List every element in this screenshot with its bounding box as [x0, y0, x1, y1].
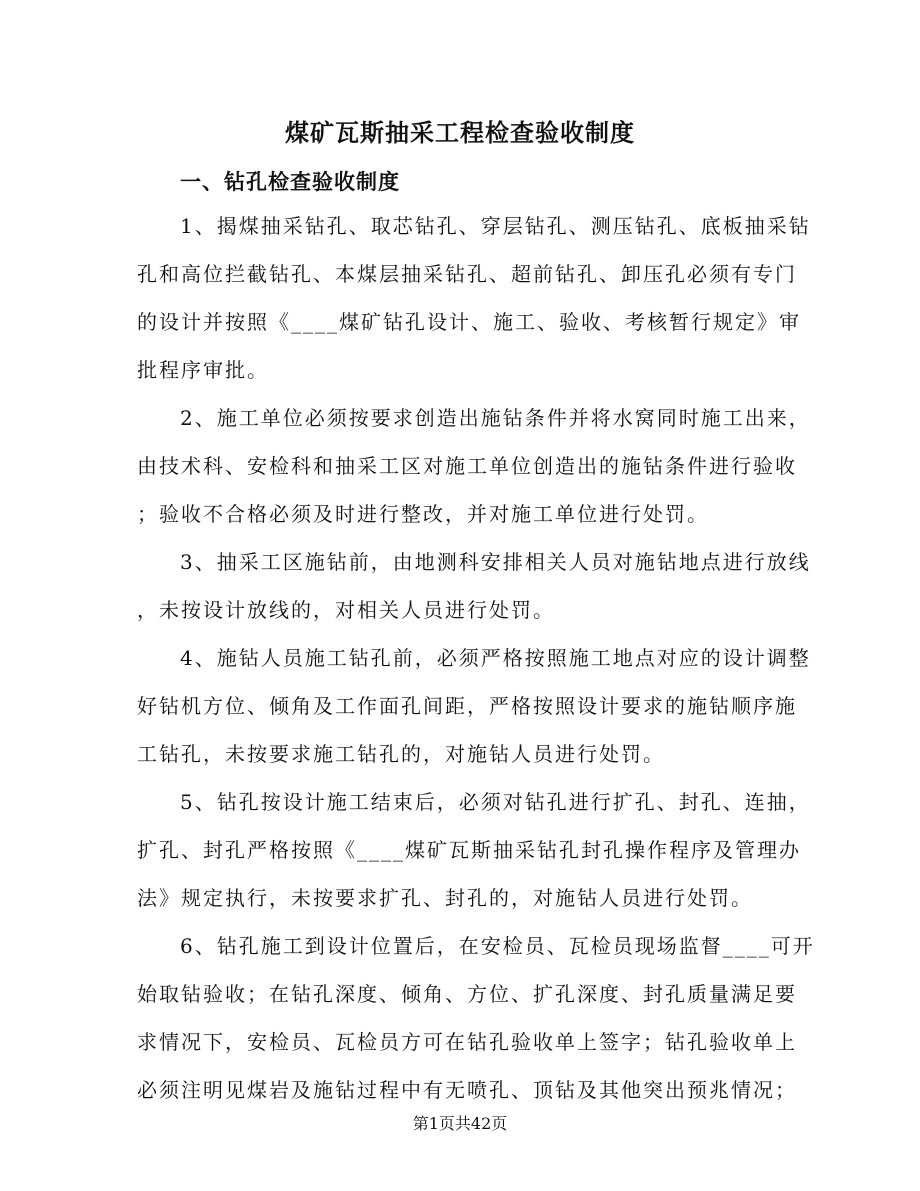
paragraph-line: 求情况下，安检员、瓦检员方可在钻孔验收单上签字；钻孔验收单上 — [137, 1030, 797, 1054]
paragraph-line: 由技术科、安检科和抽采工区对施工单位创造出的施钻条件进行验收 — [137, 454, 797, 478]
paragraph-line: 3、抽采工区施钻前，由地测科安排相关人员对施钻地点进行放线 — [180, 550, 811, 574]
paragraph-line: 必须注明见煤岩及施钻过程中有无喷孔、顶钻及其他突出预兆情况； — [137, 1078, 797, 1102]
paragraph-line: 5、钻孔按设计施工结束后，必须对钻孔进行扩孔、封孔、连抽， — [180, 790, 811, 814]
paragraph-line: 孔和高位拦截钻孔、本煤层抽采钻孔、超前钻孔、卸压孔必须有专门 — [137, 262, 797, 286]
paragraph-line: 批程序审批。 — [137, 358, 269, 382]
paragraph-line: 始取钻验收；在钻孔深度、倾角、方位、扩孔深度、封孔质量满足要 — [137, 982, 797, 1006]
paragraph-line: 的设计并按照《____煤矿钻孔设计、施工、验收、考核暂行规定》审 — [137, 310, 801, 334]
document-title: 煤矿瓦斯抽采工程检查验收制度 — [285, 118, 635, 147]
paragraph-line: 4、施钻人员施工钻孔前，必须严格按照施工地点对应的设计调整 — [180, 646, 811, 670]
paragraph-line: 6、钻孔施工到设计位置后，在安检员、瓦检员现场监督____可开 — [180, 934, 815, 958]
paragraph-line: 好钻机方位、倾角及工作面孔间距，严格按照设计要求的施钻顺序施 — [137, 694, 797, 718]
paragraph-line: 工钻孔，未按要求施工钻孔的，对施钻人员进行处罚。 — [137, 742, 665, 766]
page-number: 第1页共42页 — [412, 1114, 508, 1133]
paragraph-line: 法》规定执行，未按要求扩孔、封孔的，对施钻人员进行处罚。 — [137, 886, 753, 910]
section-heading: 一、钻孔检查验收制度 — [180, 169, 400, 194]
paragraph-line: 1、揭煤抽采钻孔、取芯钻孔、穿层钻孔、测压钻孔、底板抽采钻 — [180, 214, 811, 238]
paragraph-line: 扩孔、封孔严格按照《____煤矿瓦斯抽采钻孔封孔操作程序及管理办 — [137, 838, 801, 862]
paragraph-line: 2、施工单位必须按要求创造出施钻条件并将水窝同时施工出来， — [180, 406, 811, 430]
paragraph-line: ，未按设计放线的，对相关人员进行处罚。 — [137, 598, 555, 622]
paragraph-line: ；验收不合格必须及时进行整改，并对施工单位进行处罚。 — [137, 502, 709, 526]
